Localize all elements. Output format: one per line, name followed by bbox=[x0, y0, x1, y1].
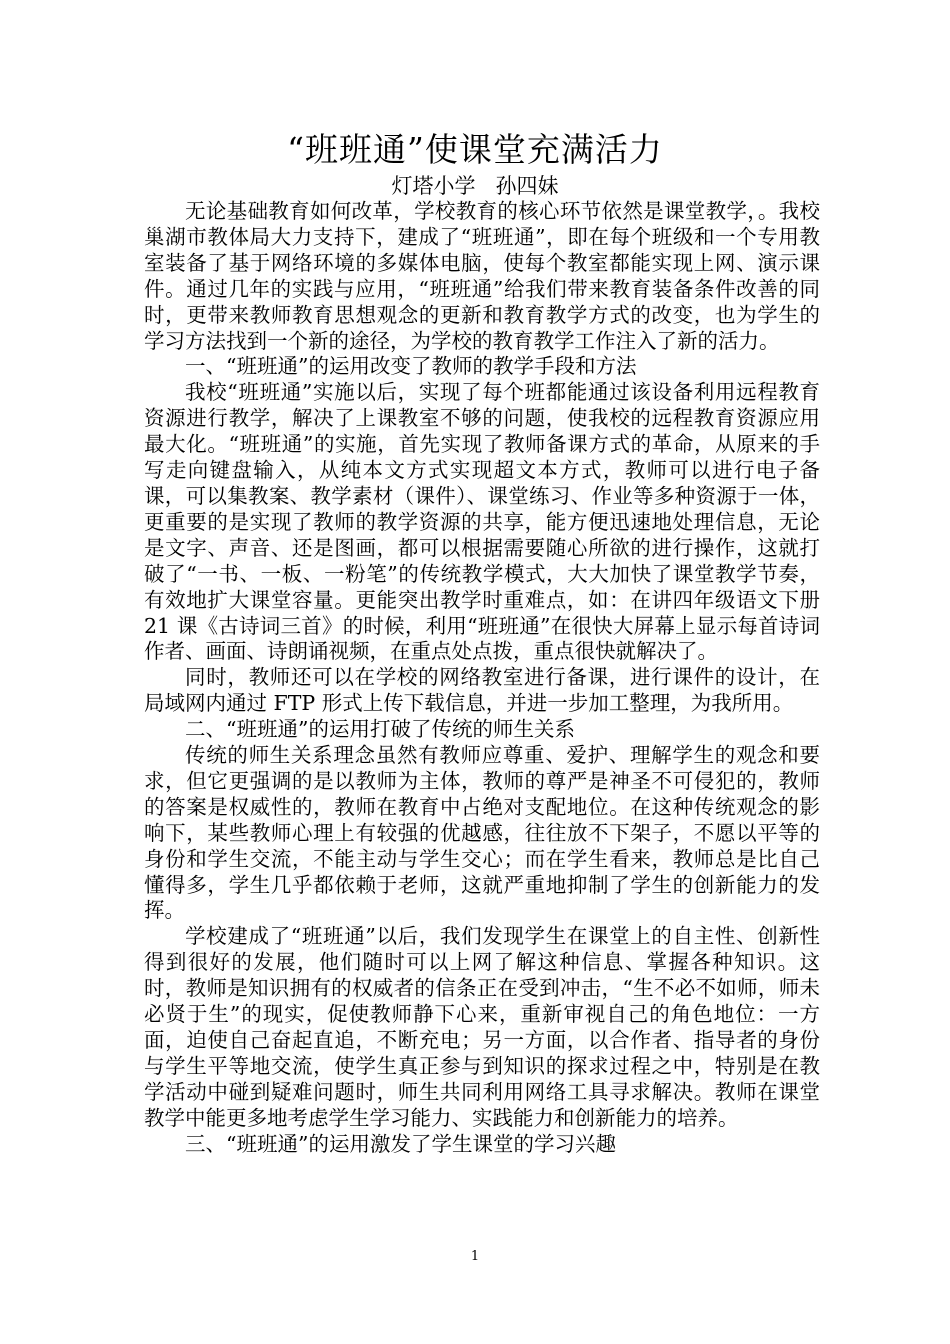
document-title: “班班通”使课堂充满活力 bbox=[287, 130, 663, 169]
page-number: 1 bbox=[470, 1249, 480, 1264]
author-byline: 灯塔小学 孙四妹 bbox=[391, 174, 559, 198]
section-heading-3: 三、“班班通”的运用激发了学生课堂的学习兴趣 bbox=[185, 1131, 616, 1156]
paragraph-intro: 无论基础教育如何改革，学校教育的核心环节依然是课堂教学，。我校巢湖市教体局大力支持下，建成了“班班通”，即在每个班级和一个专用教室装备了基于网络环境的多媒体电脑，使每个教室都能实现上网、演示课件。通过几年的实践与应用，“班班通”给我们带来教育装备条件改善的同时，更带来教师教育思想观念的更新和教育教学方式的改变，也为学生的学习方法找到一个新的途径，为学校的教育教学工作注入了新的活力。 bbox=[144, 199, 820, 353]
section-heading-1: 一、“班班通”的运用改变了教师的教学手段和方法 bbox=[185, 354, 637, 379]
paragraph: 传统的师生关系理念虽然有教师应尊重、爱护、理解学生的观念和要求，但它更强调的是以教师为主体，教师的尊严是神圣不可侵犯的，教师的答案是权威性的，教师在教育中占绝对支配地位。在这种传统观念的影响下，某些教师心理上有较强的优越感，往往放不下架子，不愿以平等的身份和学生交流，不能主动与学生交心；而在学生看来，教师总是比自己懂得多，学生几乎都依赖于老师，这就严重地抑制了学生的创新能力的发挥。 bbox=[144, 743, 820, 923]
document-body bbox=[144, 199, 820, 1158]
section-heading-2: 二、“班班通”的运用打破了传统的师生关系 bbox=[185, 717, 575, 742]
paragraph: 我校“班班通”实施以后，实现了每个班都能通过该设备利用远程教育资源进行教学，解决了上课教室不够的问题，使我校的远程教育资源应用最大化。“班班通”的实施，首先实现了教师备课方式的革命，从原来的手写走向键盘输入，从纯本文方式实现超文本方式，教师可以进行电子备课，可以集教案、教学素材（课件）、课堂练习、作业等多种资源于一体，更重要的是实现了教师的教学资源的共享，能方便迅速地处理信息，无论是文字、声音、还是图画，都可以根据需要随心所欲的进行操作，这就打破了“一书、一板、一粉笔”的传统教学模式，大大加快了课堂教学节奏，有效地扩大课堂容量。更能突出教学时重难点，如：在讲四年级语文下册 21 课《古诗词三首》的时候，利用“班班通”在很快大屏幕上显示每首诗词作者、画面、诗朗诵视频，在重点处点拨，重点很快就解决了。 bbox=[144, 380, 820, 664]
paragraph: 同时，教师还可以在学校的网络教室进行备课，进行课件的设计，在局域网内通过 FTP 形式上传下载信息，并进一步加工整理，为我所用。 bbox=[144, 665, 820, 716]
paragraph: 学校建成了“班班通”以后，我们发现学生在课堂上的自主性、创新性得到很好的发展，他们随时可以上网了解这种信息、掌握各种知识。这时，教师是知识拥有的权威者的信条正在受到冲击，“生不必不如师，师未必贤于生”的现实，促使教师静下心来，重新审视自己的角色地位：一方面，迫使自己奋起直追，不断充电；另一方面，以合作者、指导者的身份与学生平等地交流，使学生真正参与到知识的探求过程之中，特别是在教学活动中碰到疑难问题时，师生共同利用网络工具寻求解决。教师在课堂教学中能更多地考虑学生学习能力、实践能力和创新能力的培养。 bbox=[144, 924, 820, 1130]
